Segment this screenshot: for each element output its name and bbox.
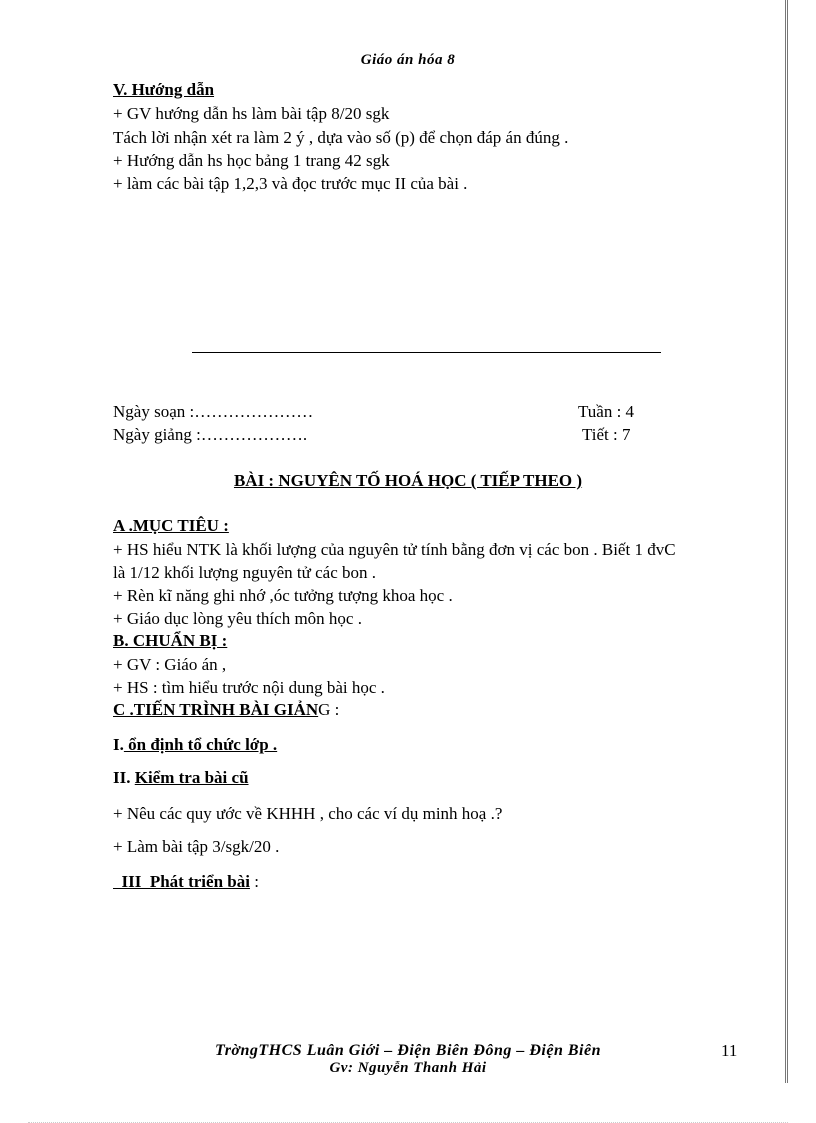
page-border-right xyxy=(785,0,788,1083)
tiet-label: Tiết : 7 xyxy=(582,425,631,444)
section-ii-line-2: + Làm bài tập 3/sgk/20 . xyxy=(113,837,280,856)
lesson-title xyxy=(0,471,816,491)
footer-teacher: Gv: Nguyễn Thanh Hải xyxy=(329,1060,487,1076)
section-a-line-1: + HS hiểu NTK là khối lượng của nguyên tử tính bằng đơn vị các bon . Biết 1 đvC xyxy=(113,540,676,559)
section-iii-tail: : xyxy=(249,872,259,891)
section-iii-text: III Phát triển bài xyxy=(113,872,250,891)
section-i-text: ổn định tổ chức lớp . xyxy=(123,735,278,754)
section-ii-line-1: + Nêu các quy ước về KHHH , cho các ví dụ minh hoạ .? xyxy=(113,804,503,823)
section-a-heading: A .MỤC TIÊU : xyxy=(113,516,229,535)
section-v-heading: V. Hướng dẫn xyxy=(113,80,215,99)
section-v-line-1: + GV hướng dẫn hs làm bài tập 8/20 sgk xyxy=(113,104,390,123)
section-i-heading xyxy=(113,735,277,755)
section-v-line-4: + làm các bài tập 1,2,3 và đọc trước mục II của bài . xyxy=(113,174,468,193)
footer-school: TrờngTHCS Luân Giới – Điện Biên Đông – Điện Biên xyxy=(215,1042,601,1059)
section-a-line-2: là 1/12 khối lượng nguyên tử các bon . xyxy=(113,563,377,582)
section-c-heading-tail: G : xyxy=(318,700,340,719)
section-c-heading-text: C .TIẾN TRÌNH BÀI GIẢN xyxy=(113,700,319,719)
ngay-soan: Ngày soạn :………………… xyxy=(113,402,314,421)
section-ii-prefix: II. xyxy=(113,768,131,787)
section-i-prefix: I. xyxy=(113,735,124,754)
section-b-heading: B. CHUẨN BỊ : xyxy=(113,631,228,650)
section-a-line-4: + Giáo dục lòng yêu thích môn học . xyxy=(113,609,362,628)
section-v-line-2: Tách lời nhận xét ra làm 2 ý , dựa vào số (p) để chọn đáp án đúng . xyxy=(113,128,569,147)
section-a-line-3: + Rèn kĩ năng ghi nhớ ,óc tưởng tượng khoa học . xyxy=(113,586,453,605)
section-b-line-2: + HS : tìm hiểu trước nội dung bài học . xyxy=(113,678,385,697)
horizontal-divider xyxy=(192,352,661,353)
section-b-line-1: + GV : Giáo án , xyxy=(113,655,227,674)
section-v-line-3: + Hướng dẫn hs học bảng 1 trang 42 sgk xyxy=(113,151,390,170)
lesson-title-text: BÀI : NGUYÊN TỐ HOÁ HỌC ( TIẾP THEO ) xyxy=(233,471,583,490)
page-number: 11 xyxy=(721,1041,738,1060)
section-ii-text: Kiểm tra bài cũ xyxy=(134,768,249,787)
page-header: Giáo án hóa 8 xyxy=(360,52,456,68)
ngay-giang: Ngày giảng :………………. xyxy=(113,425,308,444)
section-c-heading xyxy=(113,700,339,720)
section-iii-heading xyxy=(113,872,259,892)
section-ii-heading xyxy=(113,768,249,788)
tuan-label: Tuần : 4 xyxy=(578,402,635,421)
